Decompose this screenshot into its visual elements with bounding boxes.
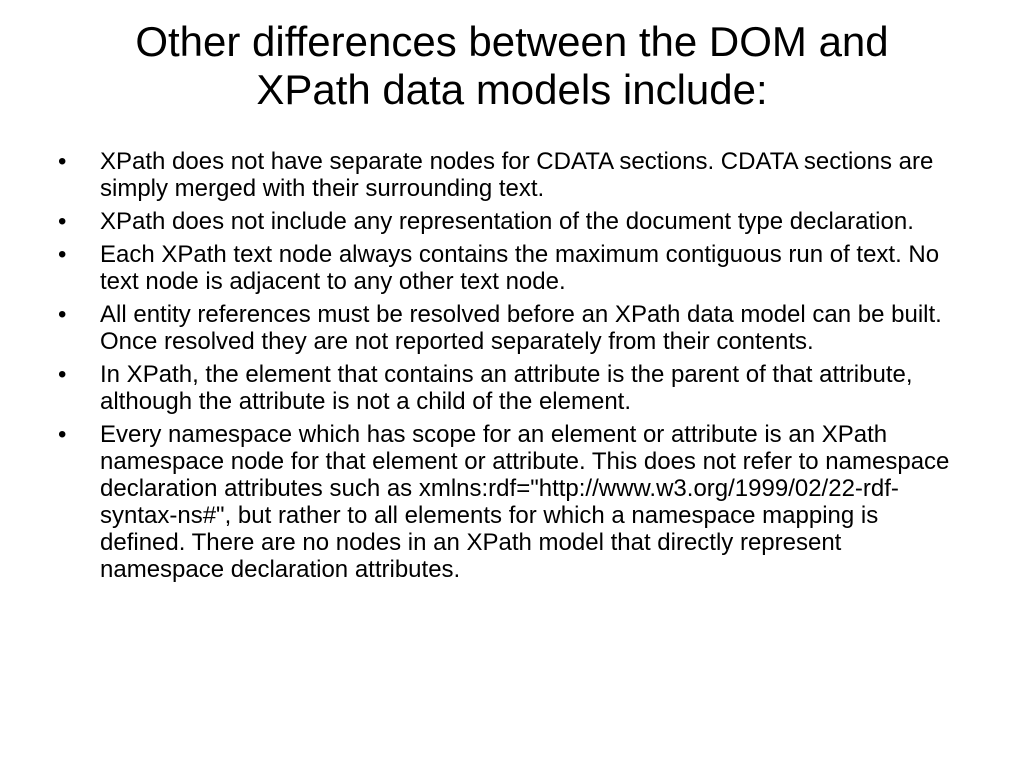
bullet-icon: •: [58, 421, 67, 448]
title-line-1: Other differences between the DOM and: [135, 18, 889, 65]
bullet-item-attribute-parent: [58, 361, 970, 415]
slide-title: [60, 18, 964, 114]
bullet-item-entity-references: [58, 301, 970, 355]
bullet-icon: •: [58, 208, 67, 235]
bullet-text: All entity references must be resolved before an XPath data model can be built. Once resolved they are not reported separately from their contents.: [100, 301, 942, 355]
bullet-icon: •: [58, 361, 67, 388]
bullet-text: In XPath, the element that contains an attribute is the parent of that attribute, although the attribute is not a child of the element.: [100, 361, 913, 415]
bullet-icon: •: [58, 148, 67, 175]
bullet-item-cdata: [58, 148, 970, 202]
bullet-icon: •: [58, 301, 67, 328]
title-line-2: XPath data models include:: [256, 66, 768, 113]
bullet-item-doctype: [58, 208, 970, 235]
bullet-text: Each XPath text node always contains the maximum contiguous run of text. No text node is adjacent to any other text node.: [100, 241, 940, 295]
bullet-item-namespace: [58, 421, 970, 583]
bullet-text: Every namespace which has scope for an element or attribute is an XPath namespace node for that element or attribute. This does not refer to namespace declaration attributes such as xmlns:rdf="http://www.w3.org/1999/02/22-rdf-syntax-ns#", but rather to all elements for which a namespace mapping is defined. There are no nodes in an XPath model that directly represent namespace declaration attributes.: [100, 421, 950, 583]
bullet-text: XPath does not have separate nodes for CDATA sections. CDATA sections are simply merged with their surrounding text.: [100, 148, 934, 202]
bullet-list: [58, 148, 970, 589]
bullet-icon: •: [58, 241, 67, 268]
bullet-text: XPath does not include any representation of the document type declaration.: [100, 208, 914, 235]
bullet-item-text-node: [58, 241, 970, 295]
